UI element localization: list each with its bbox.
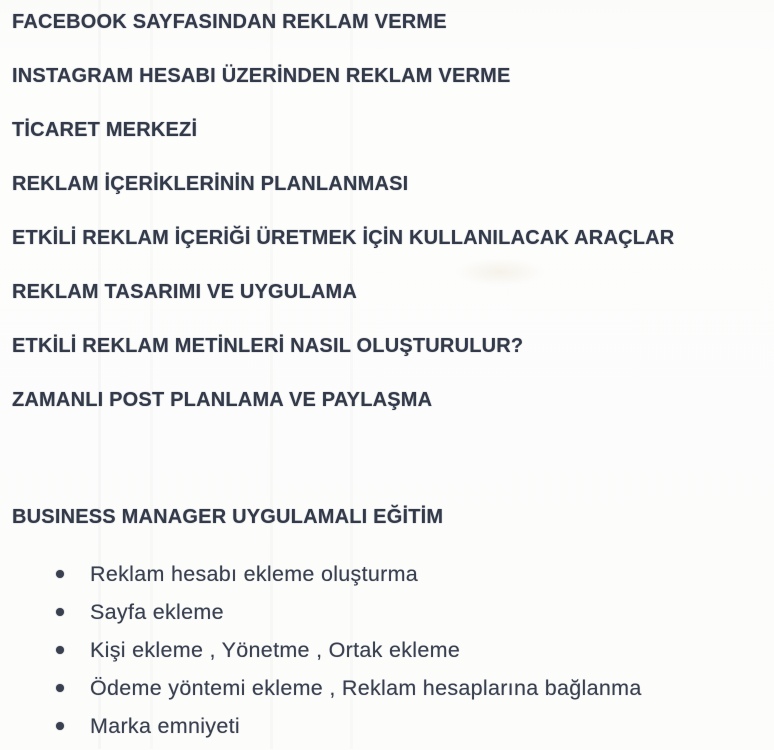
list-item-label: Marka emniyeti (90, 714, 240, 738)
list-item-label: Kişi ekleme , Yönetme , Ortak ekleme (90, 638, 461, 662)
bullet-icon (56, 646, 64, 654)
outline-heading-instagram: INSTAGRAM HESABI ÜZERİNDEN REKLAM VERME (12, 65, 511, 87)
list-item-label: Sayfa ekleme (90, 600, 224, 624)
bullet-icon (56, 722, 64, 730)
bullet-icon (56, 570, 64, 578)
list-item-sayfa-ekleme (12, 598, 768, 626)
outline-heading-list (12, 8, 768, 440)
outline-heading-facebook: FACEBOOK SAYFASINDAN REKLAM VERME (12, 11, 447, 33)
list-item-marka-emniyeti (12, 712, 768, 740)
outline-heading-zamanli-post: ZAMANLI POST PLANLAMA VE PAYLAŞMA (12, 389, 433, 411)
outline-heading-tasarim: REKLAM TASARIMI VE UYGULAMA (12, 281, 358, 303)
bullet-list (12, 560, 768, 750)
bullet-icon (56, 608, 64, 616)
outline-heading-araclar: ETKİLİ REKLAM İÇERİĞİ ÜRETMEK İÇİN KULLANILACAK ARAÇLAR (12, 227, 675, 249)
outline-heading-icerik-planlama: REKLAM İÇERİKLERİNİN PLANLANMASI (12, 173, 409, 195)
list-item-label: Ödeme yöntemi ekleme , Reklam hesaplarına bağlanma (90, 676, 642, 700)
section-title-business-manager: BUSINESS MANAGER UYGULAMALI EĞİTİM (12, 506, 444, 528)
list-item-kisi-ekleme (12, 636, 768, 664)
list-item-reklam-hesabi (12, 560, 768, 588)
outline-heading-ticaret: TİCARET MERKEZİ (12, 119, 198, 141)
list-item-label: Reklam hesabı ekleme oluşturma (90, 562, 419, 586)
bullet-icon (56, 684, 64, 692)
outline-heading-metinler: ETKİLİ REKLAM METİNLERİ NASIL OLUŞTURULUR? (12, 335, 524, 357)
list-item-odeme-yontemi (12, 674, 768, 702)
